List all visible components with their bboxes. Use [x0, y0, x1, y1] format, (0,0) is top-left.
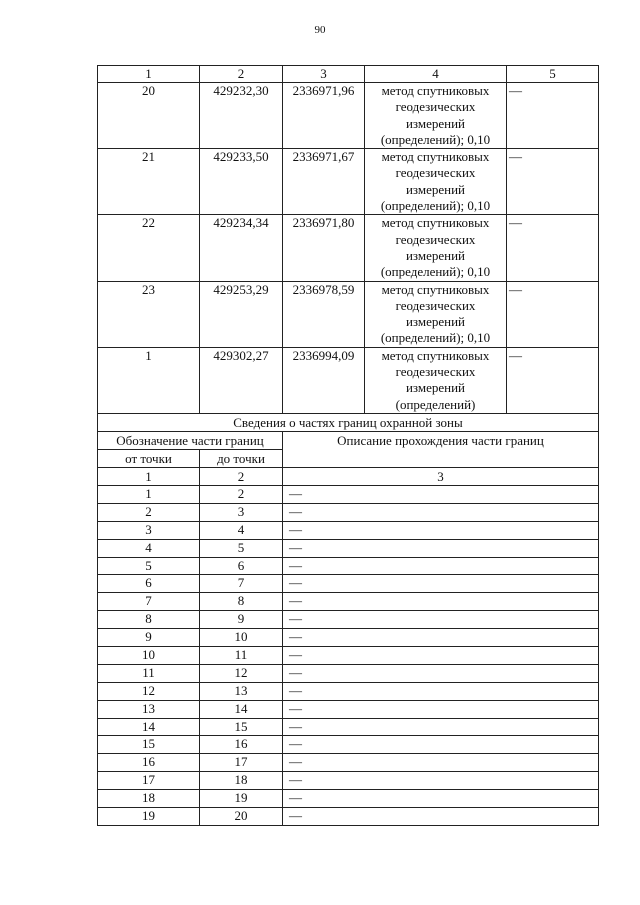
segment-row	[98, 790, 599, 808]
from-point: 4	[98, 539, 200, 557]
parts-column-numbers-row	[98, 467, 599, 485]
note-dash: —	[507, 215, 599, 281]
col-number-2: 2	[200, 66, 283, 83]
to-point: 4	[200, 521, 283, 539]
from-point: 5	[98, 557, 200, 575]
segment-row	[98, 539, 599, 557]
from-point: 8	[98, 611, 200, 629]
note-dash: —	[507, 83, 599, 149]
to-point: 19	[200, 790, 283, 808]
from-point: 16	[98, 754, 200, 772]
segment-description: —	[283, 664, 599, 682]
from-point: 14	[98, 718, 200, 736]
to-point: 7	[200, 575, 283, 593]
coord-row	[98, 215, 599, 281]
segment-description: —	[283, 646, 599, 664]
segment-description: —	[283, 593, 599, 611]
col-number-1: 1	[98, 66, 200, 83]
segment-description: —	[283, 790, 599, 808]
to-point: 2	[200, 485, 283, 503]
segment-description: —	[283, 557, 599, 575]
method-description: метод спутниковых геодезических измерений (определений)	[365, 347, 507, 413]
point-number: 22	[98, 215, 200, 281]
from-point: 3	[98, 521, 200, 539]
coord-x: 429234,34	[200, 215, 283, 281]
parts-section-title-row	[98, 413, 599, 431]
from-point: 1	[98, 485, 200, 503]
segment-description: —	[283, 772, 599, 790]
from-point: 13	[98, 700, 200, 718]
coord-column-numbers-row	[98, 66, 599, 83]
point-number: 21	[98, 149, 200, 215]
from-point: 7	[98, 593, 200, 611]
segment-row	[98, 772, 599, 790]
segment-row	[98, 664, 599, 682]
note-dash: —	[507, 347, 599, 413]
segment-row	[98, 646, 599, 664]
segment-row	[98, 807, 599, 825]
to-point: 8	[200, 593, 283, 611]
segment-row	[98, 503, 599, 521]
segment-description: —	[283, 629, 599, 647]
parts-col-number-2: 2	[200, 467, 283, 485]
coord-x: 429232,30	[200, 83, 283, 149]
segment-description: —	[283, 682, 599, 700]
to-point: 9	[200, 611, 283, 629]
segment-description: —	[283, 736, 599, 754]
coord-y: 2336971,67	[283, 149, 365, 215]
coord-row	[98, 83, 599, 149]
from-point: 15	[98, 736, 200, 754]
col-number-4: 4	[365, 66, 507, 83]
segment-row	[98, 718, 599, 736]
segment-row	[98, 575, 599, 593]
from-point: 12	[98, 682, 200, 700]
coord-row	[98, 281, 599, 347]
from-point: 18	[98, 790, 200, 808]
segment-row	[98, 485, 599, 503]
from-point: 9	[98, 629, 200, 647]
to-point: 11	[200, 646, 283, 664]
segment-description: —	[283, 754, 599, 772]
segment-description: —	[283, 700, 599, 718]
note-dash: —	[507, 281, 599, 347]
segment-description: —	[283, 718, 599, 736]
segment-row	[98, 700, 599, 718]
parts-header-row	[98, 431, 599, 449]
method-description: метод спутниковых геодезических измерений (определений); 0,10	[365, 83, 507, 149]
from-point: 17	[98, 772, 200, 790]
to-point: 12	[200, 664, 283, 682]
to-point: 14	[200, 700, 283, 718]
coord-y: 2336971,96	[283, 83, 365, 149]
point-number: 1	[98, 347, 200, 413]
coord-row	[98, 149, 599, 215]
description-header: Описание прохождения части границ	[283, 431, 599, 467]
point-number: 23	[98, 281, 200, 347]
to-point: 20	[200, 807, 283, 825]
segment-description: —	[283, 575, 599, 593]
segment-description: —	[283, 611, 599, 629]
boundary-table	[97, 65, 599, 826]
segment-row	[98, 557, 599, 575]
to-point-header: до точки	[200, 449, 283, 467]
to-point: 10	[200, 629, 283, 647]
point-number: 20	[98, 83, 200, 149]
coord-row	[98, 347, 599, 413]
method-description: метод спутниковых геодезических измерений (определений); 0,10	[365, 149, 507, 215]
coord-x: 429253,29	[200, 281, 283, 347]
coord-y: 2336994,09	[283, 347, 365, 413]
from-point: 19	[98, 807, 200, 825]
segment-description: —	[283, 807, 599, 825]
segment-row	[98, 682, 599, 700]
segment-row	[98, 611, 599, 629]
parts-section-title: Сведения о частях границ охранной зоны	[98, 413, 599, 431]
to-point: 3	[200, 503, 283, 521]
page-number: 90	[314, 24, 326, 36]
designation-header: Обозначение части границ	[98, 431, 283, 449]
to-point: 5	[200, 539, 283, 557]
note-dash: —	[507, 149, 599, 215]
method-description: метод спутниковых геодезических измерений (определений); 0,10	[365, 215, 507, 281]
method-description: метод спутниковых геодезических измерений (определений); 0,10	[365, 281, 507, 347]
from-point: 11	[98, 664, 200, 682]
coord-y: 2336978,59	[283, 281, 365, 347]
segment-description: —	[283, 485, 599, 503]
to-point: 18	[200, 772, 283, 790]
col-number-5: 5	[507, 66, 599, 83]
coord-x: 429233,50	[200, 149, 283, 215]
from-point: 10	[98, 646, 200, 664]
segment-description: —	[283, 503, 599, 521]
coord-x: 429302,27	[200, 347, 283, 413]
segment-row	[98, 521, 599, 539]
segment-description: —	[283, 521, 599, 539]
from-point-header: от точки	[98, 449, 200, 467]
segment-row	[98, 736, 599, 754]
parts-col-number-1: 1	[98, 467, 200, 485]
segment-row	[98, 629, 599, 647]
segment-row	[98, 754, 599, 772]
to-point: 17	[200, 754, 283, 772]
segment-row	[98, 593, 599, 611]
to-point: 6	[200, 557, 283, 575]
to-point: 16	[200, 736, 283, 754]
to-point: 15	[200, 718, 283, 736]
to-point: 13	[200, 682, 283, 700]
coord-y: 2336971,80	[283, 215, 365, 281]
segment-description: —	[283, 539, 599, 557]
from-point: 6	[98, 575, 200, 593]
from-point: 2	[98, 503, 200, 521]
col-number-3: 3	[283, 66, 365, 83]
parts-col-number-3: 3	[283, 467, 599, 485]
